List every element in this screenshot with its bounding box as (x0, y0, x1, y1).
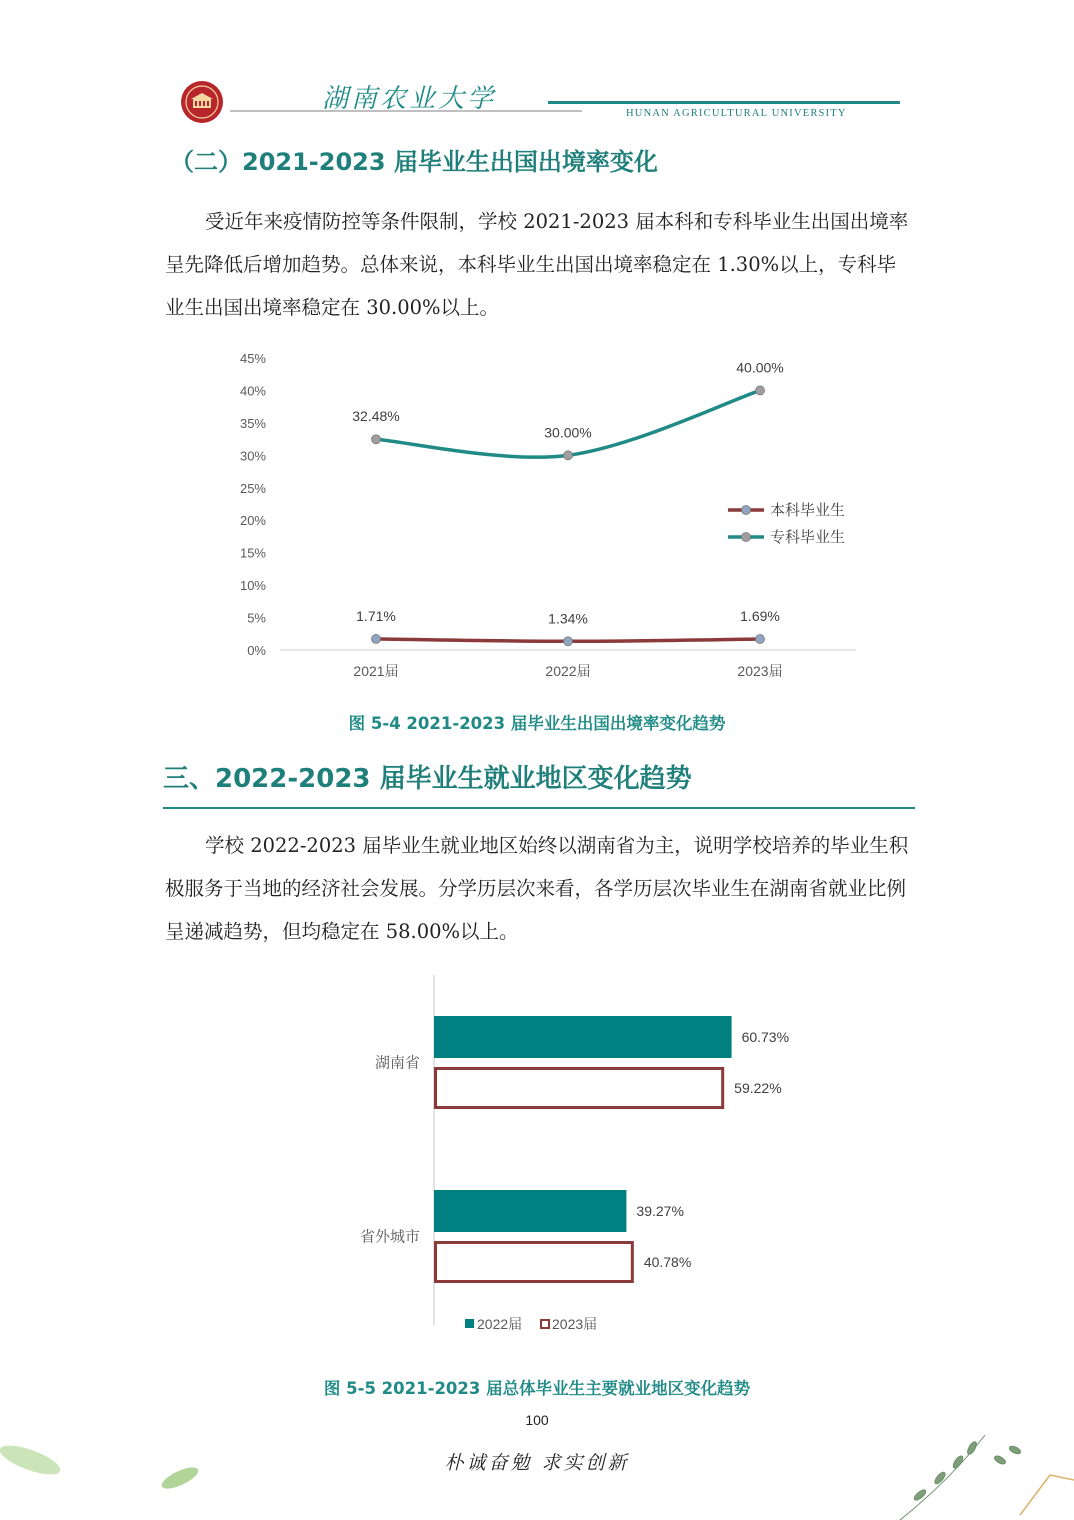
x-tick-label: 2022届 (545, 663, 591, 679)
data-label: 59.22% (734, 1080, 782, 1096)
data-point (564, 451, 573, 460)
data-label: 39.27% (636, 1203, 684, 1219)
legend-label: 专科毕业生 (770, 529, 846, 546)
school-name-cn: 湖南农业大学 (322, 84, 497, 114)
x-tick-label: 2023届 (737, 663, 783, 679)
study-abroad-line-chart (230, 340, 870, 690)
data-point (564, 637, 573, 646)
data-label: 1.34% (548, 610, 588, 627)
y-tick-label: 10% (239, 578, 266, 594)
page-number: 100 (525, 1412, 549, 1428)
bar (434, 1190, 626, 1232)
data-point (756, 635, 765, 644)
category-label: 湖南省 (374, 1054, 420, 1072)
legend-marker (742, 533, 751, 542)
bar (436, 1243, 633, 1282)
y-tick-label: 45% (239, 351, 266, 366)
y-tick-label: 5% (247, 610, 266, 626)
gold-frame-line (1020, 1475, 1074, 1515)
section-heading-study-abroad: （二）2021-2023 届毕业生出国出境率变化 (170, 148, 658, 176)
data-label: 32.48% (352, 408, 400, 425)
data-label: 40.00% (736, 359, 784, 376)
paragraph-region (165, 824, 915, 953)
header-right-rule (548, 101, 900, 104)
y-tick-label: 20% (239, 513, 266, 529)
y-tick-label: 40% (239, 383, 266, 399)
y-tick-label: 15% (239, 545, 266, 561)
branch-bottom-right (900, 1435, 1022, 1520)
university-seal-logo (180, 80, 224, 124)
data-label: 30.00% (544, 424, 592, 441)
leaf-left-small (159, 1463, 201, 1493)
data-label: 40.78% (643, 1254, 692, 1270)
footer-motto: 朴诚奋勉 求实创新 (444, 1452, 630, 1474)
y-tick-label: 25% (239, 480, 266, 496)
legend-label: 2022届 (477, 1316, 523, 1332)
section-heading-underline (163, 807, 915, 809)
figure-caption-5-4: 图 5-4 2021-2023 届毕业生出国出境率变化趋势 (348, 714, 726, 733)
legend-label: 本科毕业生 (770, 502, 846, 519)
leaf-left-large (0, 1440, 63, 1481)
data-point (372, 634, 381, 643)
section-heading-region: 三、2022-2023 届毕业生就业地区变化趋势 (163, 764, 692, 794)
bar (436, 1069, 723, 1108)
data-point (756, 386, 765, 395)
legend-label: 2023届 (552, 1316, 598, 1332)
leaf-decoration (0, 1420, 1074, 1520)
y-tick-label: 30% (239, 448, 266, 464)
region-bar-chart (300, 970, 840, 1350)
y-tick-label: 35% (239, 415, 266, 431)
x-tick-label: 2021届 (353, 663, 399, 679)
y-tick-label: 0% (247, 643, 266, 658)
data-label: 60.73% (741, 1029, 790, 1045)
legend-swatch (465, 1319, 474, 1328)
data-label: 1.69% (740, 608, 780, 625)
paragraph-study-abroad (165, 200, 915, 329)
legend-swatch (541, 1320, 549, 1328)
bar (434, 1016, 732, 1058)
paragraph-region-text: 学校 2022-2023 届毕业生就业地区始终以湖南省为主，说明学校培养的毕业生积极服务于当地的经济社会发展。分学历层次来看，各学历层次毕业生在湖南省就业比例呈递减趋势，但均稳定在 58.00%以上。 (165, 834, 909, 943)
data-point (372, 435, 381, 444)
legend-marker (742, 506, 751, 515)
figure-caption-5-5: 图 5-5 2021-2023 届总体毕业生主要就业地区变化趋势 (323, 1379, 751, 1398)
paragraph-study-abroad-text: 受近年来疫情防控等条件限制，学校 2021-2023 届本科和专科毕业生出国出境率呈先降低后增加趋势。总体来说，本科毕业生出国出境率稳定在 1.30%以上，专科毕业生出国出境率稳定在 30.00%以上。 (165, 210, 909, 319)
category-label: 省外城市 (359, 1228, 420, 1246)
school-name-en: HUNAN AGRICULTURAL UNIVERSITY (626, 108, 847, 119)
data-label: 1.71% (356, 607, 396, 624)
